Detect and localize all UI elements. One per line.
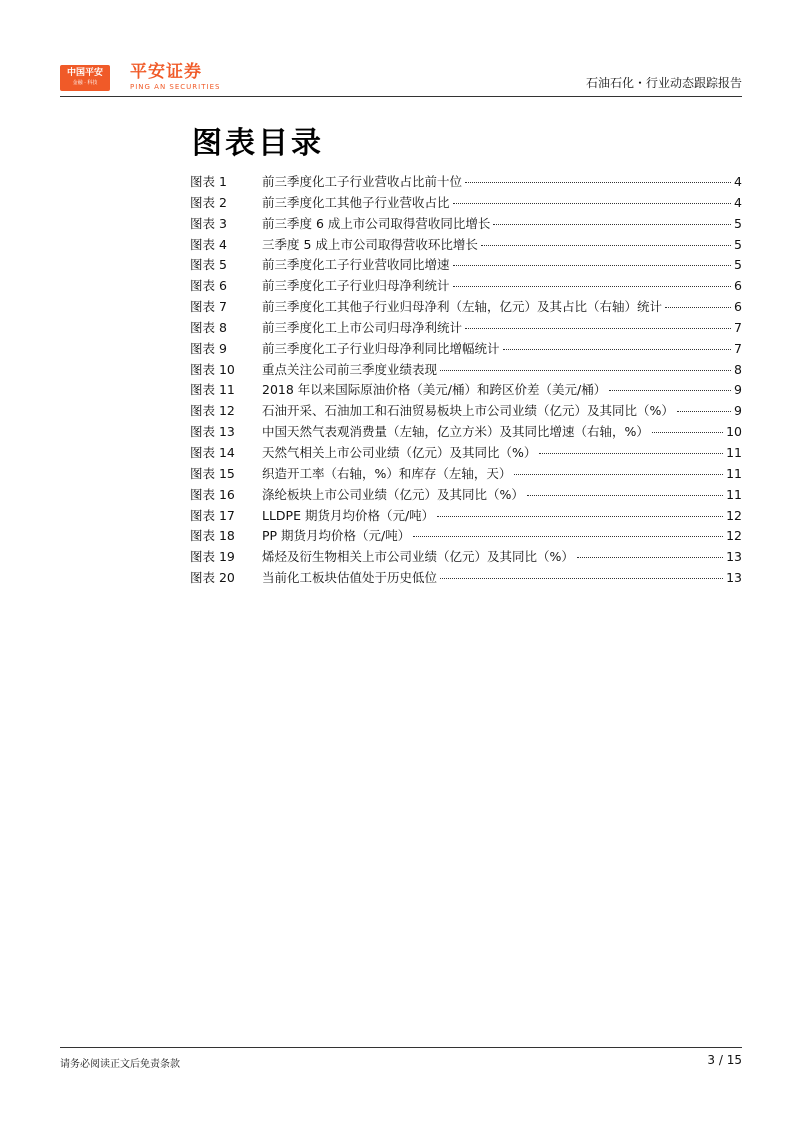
toc-entry-title: 当前化工板块估值处于历史低位	[262, 570, 438, 586]
toc-entry[interactable]	[190, 172, 742, 193]
toc-entry-page: 10	[726, 424, 742, 440]
toc-entry-number: 图表 12	[190, 403, 235, 419]
toc-leader-dots	[503, 349, 732, 350]
toc-leader-dots	[437, 516, 723, 517]
toc-entry[interactable]	[190, 464, 742, 485]
brand-name-en: PING AN SECURITIES	[130, 83, 221, 91]
logo-box-line1: 中国平安	[66, 68, 103, 78]
toc-entry-number: 图表 10	[190, 361, 235, 377]
toc-entry-page: 12	[726, 507, 742, 523]
toc-entry-number: 图表 15	[190, 465, 235, 481]
toc-leader-dots	[609, 390, 731, 391]
toc-entry-page: 5	[734, 236, 742, 252]
toc-entry-number: 图表 7	[190, 299, 227, 315]
toc-entry[interactable]	[190, 422, 742, 443]
toc-entry-title: 重点关注公司前三季度业绩表现	[262, 361, 438, 377]
toc-entry-page: 11	[726, 465, 742, 481]
toc-entry-page: 4	[734, 174, 742, 189]
toc-leader-dots	[527, 495, 723, 496]
toc-entry-title: 前三季度化工上市公司归母净利统计	[262, 319, 463, 335]
toc-entry-page: 4	[734, 194, 742, 210]
toc-entry-number: 图表 3	[190, 215, 227, 231]
toc-entry[interactable]	[190, 485, 742, 506]
toc-entry[interactable]	[190, 547, 742, 568]
toc-entry-title: PP 期货月均价格（元/吨）	[262, 528, 411, 544]
toc-entry[interactable]	[190, 401, 742, 422]
toc-leader-dots	[539, 453, 723, 454]
toc-entry-title: 前三季度化工子行业营收同比增速	[262, 257, 450, 273]
toc-entry[interactable]	[190, 235, 742, 256]
toc-leader-dots	[413, 536, 723, 537]
toc-entry-number: 图表 5	[190, 257, 227, 273]
toc-entry[interactable]	[190, 214, 742, 235]
toc-entry-number: 图表 13	[190, 424, 235, 440]
toc-leader-dots	[465, 182, 731, 183]
toc-entry-page: 13	[726, 549, 742, 565]
toc-entry-title: 前三季度化工其他子行业归母净利（左轴，亿元）及其占比（右轴）统计	[262, 299, 663, 315]
page-header	[60, 58, 742, 94]
page-number: 3 / 15	[707, 1053, 742, 1067]
footer-divider	[60, 1047, 742, 1048]
toc-entry-title: 前三季度化工子行业归母净利统计	[262, 278, 450, 294]
toc-entry-page: 6	[734, 278, 742, 294]
toc-entry-page: 7	[734, 340, 742, 356]
toc-entry-title: 石油开采、石油加工和石油贸易板块上市公司业绩（亿元）及其同比（%）	[262, 403, 674, 419]
toc-entry[interactable]	[190, 339, 742, 360]
toc-entry-title: 前三季度化工子行业营收占比前十位	[262, 174, 463, 189]
toc-entry-number: 图表 16	[190, 486, 235, 502]
toc-leader-dots	[440, 370, 731, 371]
toc-entry[interactable]	[190, 276, 742, 297]
toc-entry-page: 9	[734, 403, 742, 419]
ping-an-logo	[60, 65, 110, 91]
footer-disclaimer: 请务必阅读正文后免责条款	[60, 1059, 180, 1070]
toc-entry-title: 前三季度化工子行业归母净利同比增幅统计	[262, 340, 500, 356]
toc-entry-number: 图表 6	[190, 278, 227, 294]
toc-entry[interactable]	[190, 297, 742, 318]
toc-entry-title: 天然气相关上市公司业绩（亿元）及其同比（%）	[262, 444, 537, 460]
toc-entry-number: 图表 4	[190, 236, 227, 252]
toc-entry-page: 5	[734, 215, 742, 231]
toc-entry-title: 中国天然气表观消费量（左轴，亿立方米）及其同比增速（右轴，%）	[262, 424, 649, 440]
toc-entry-number: 图表 18	[190, 528, 235, 544]
toc-entry-page: 9	[734, 382, 742, 398]
toc-entry-number: 图表 19	[190, 549, 235, 565]
toc-entry-title: 涤纶板块上市公司业绩（亿元）及其同比（%）	[262, 486, 524, 502]
toc-entry[interactable]	[190, 318, 742, 339]
toc-heading: 图表目录	[192, 126, 324, 161]
brand-name-cn: 平安证券	[130, 62, 202, 82]
toc-leader-dots	[514, 474, 723, 475]
toc-entry-number: 图表 14	[190, 444, 235, 460]
toc-leader-dots	[481, 245, 731, 246]
table-of-figures	[190, 172, 742, 589]
toc-entry-page: 8	[734, 361, 742, 377]
toc-leader-dots	[577, 557, 723, 558]
toc-entry[interactable]	[190, 360, 742, 381]
toc-entry-page: 5	[734, 257, 742, 273]
toc-entry-page: 6	[734, 299, 742, 315]
toc-entry-title: 2018 年以来国际原油价格（美元/桶）和跨区价差（美元/桶）	[262, 382, 607, 398]
toc-entry[interactable]	[190, 506, 742, 527]
toc-entry[interactable]	[190, 443, 742, 464]
toc-entry[interactable]	[190, 255, 742, 276]
toc-leader-dots	[453, 203, 732, 204]
toc-entry-title: 前三季度 6 成上市公司取得营收同比增长	[262, 215, 491, 231]
header-divider	[60, 96, 742, 97]
toc-entry-number: 图表 9	[190, 340, 227, 356]
toc-leader-dots	[453, 265, 732, 266]
toc-entry[interactable]	[190, 568, 742, 589]
toc-entry-page: 11	[726, 486, 742, 502]
toc-entry-title: 织造开工率（右轴，%）和库存（左轴，天）	[262, 465, 512, 481]
toc-leader-dots	[652, 432, 723, 433]
toc-leader-dots	[440, 578, 723, 579]
toc-entry[interactable]	[190, 380, 742, 401]
report-title: 石油石化・行业动态跟踪报告	[585, 76, 742, 90]
toc-leader-dots	[677, 411, 731, 412]
toc-leader-dots	[665, 307, 731, 308]
toc-entry-page: 13	[726, 570, 742, 586]
toc-leader-dots	[453, 286, 732, 287]
toc-entry-number: 图表 11	[190, 382, 235, 398]
toc-entry-page: 11	[726, 444, 742, 460]
toc-leader-dots	[493, 224, 731, 225]
brand	[130, 62, 220, 92]
toc-entry-title: 烯烃及衍生物相关上市公司业绩（亿元）及其同比（%）	[262, 549, 574, 565]
toc-entry-number: 图表 17	[190, 507, 235, 523]
toc-entry[interactable]	[190, 193, 742, 214]
toc-entry-page: 12	[726, 528, 742, 544]
toc-entry-number: 图表 20	[190, 570, 235, 586]
toc-entry-number: 图表 2	[190, 194, 227, 210]
toc-entry-title: 前三季度化工其他子行业营收占比	[262, 194, 450, 210]
toc-entry-title: LLDPE 期货月均价格（元/吨）	[262, 507, 435, 523]
toc-entry-page: 7	[734, 319, 742, 335]
toc-entry-number: 图表 8	[190, 319, 227, 335]
toc-entry[interactable]	[190, 526, 742, 547]
toc-entry-title: 三季度 5 成上市公司取得营收环比增长	[262, 236, 478, 252]
logo-box-line2: 金融 · 科技	[72, 80, 98, 86]
toc-entry-number: 图表 1	[190, 174, 227, 189]
toc-leader-dots	[465, 328, 731, 329]
